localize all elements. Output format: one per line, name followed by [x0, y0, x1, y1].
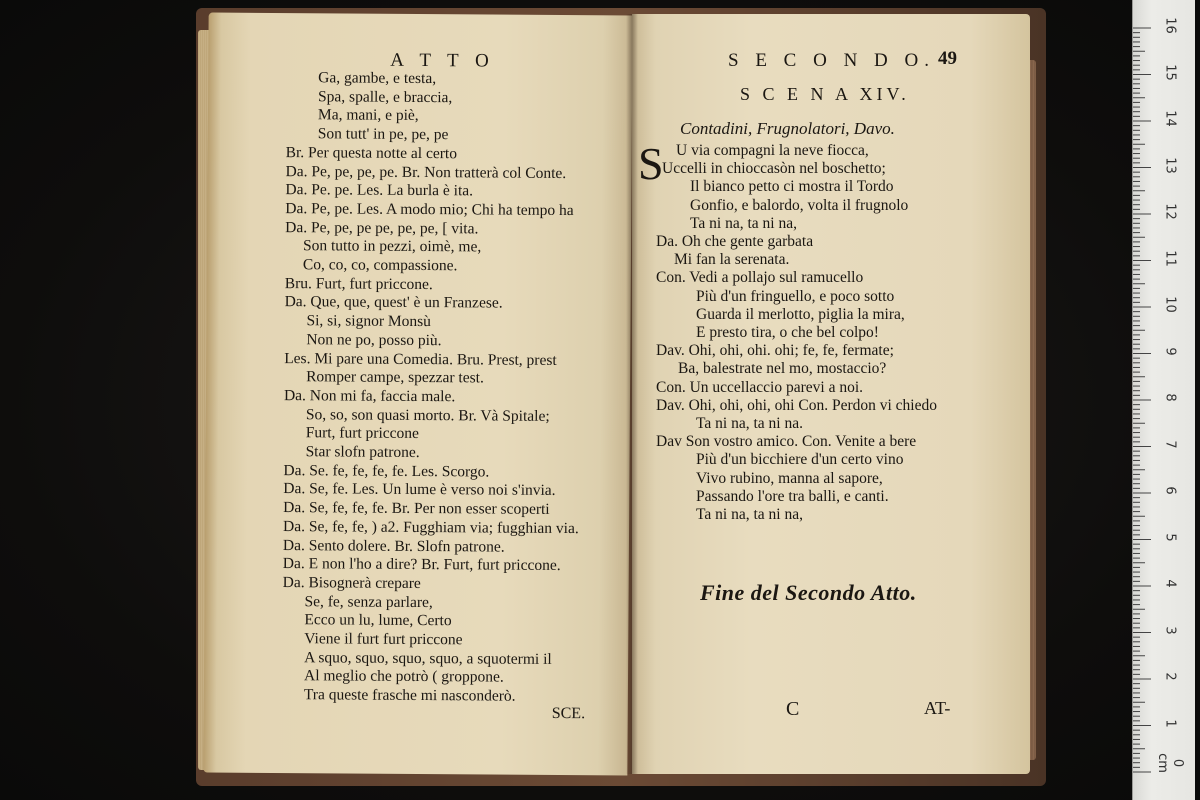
book-gutter — [626, 14, 638, 774]
page-number: 49 — [938, 48, 957, 69]
ruler-label: 3 — [1162, 625, 1178, 635]
ruler-label: 11 — [1162, 249, 1178, 267]
left-page-line: Da. Que, que, quest' è un Franzese. — [284, 293, 503, 312]
right-page-line: Dav. Ohi, ohi, ohi, ohi Con. Perdon vi chiedo — [656, 396, 937, 414]
ruler-label: 10 — [1162, 296, 1178, 313]
signature-mark: C — [786, 698, 800, 720]
left-page-line: Da. Se. fe, fe, fe, fe. Les. Scorgo. — [283, 461, 490, 481]
left-page-line: Les. Mi pare una Comedia. Bru. Prest, prest — [284, 349, 557, 369]
left-page-line: Da. Sento dolere. Br. Slofn patrone. — [282, 536, 505, 556]
right-page-line: E presto tira, o che bel colpo! — [696, 324, 879, 341]
right-page — [632, 14, 1030, 774]
left-page-line: Da. Bisognerà crepare — [282, 573, 421, 592]
left-page-line: Da. Pe. pe. Les. La burla è ita. — [285, 181, 474, 200]
right-page-line: Ta ni na, ta ni na, — [690, 214, 797, 232]
right-running-head: S E C O N D O. — [728, 50, 935, 71]
left-page-line: Da. Non mi fa, faccia male. — [283, 386, 456, 406]
right-page-line: Da. Oh che gente garbata — [656, 233, 814, 250]
character-list: Contadini, Frugnolatori, Davo. — [680, 119, 895, 138]
act-ending: Fine del Secondo Atto. — [700, 580, 917, 605]
right-page-line: U via compagni la neve fiocca, — [676, 142, 869, 159]
left-page-line: Da. Pe, pe, pe pe, pe, pe, [ vita. — [285, 218, 479, 238]
left-page-line: Son tutt' in pe, pe, pe — [317, 125, 449, 144]
left-page-line: Br. Per questa notte al certo — [285, 143, 458, 163]
right-page-line: Passando l'ore tra balli, e canti. — [696, 487, 889, 505]
right-page-line: Dav Son vostro amico. Con. Venite a bere — [656, 433, 917, 451]
right-page-line: Ta ni na, ta ni na. — [696, 415, 803, 432]
left-page-line: A squo, squo, squo, squo, a squotermi il — [304, 648, 552, 668]
left-page-line: Furt, furt priccone — [305, 424, 419, 443]
right-page-line: Dav. Ohi, ohi, ohi. ohi; fe, fe, fermate; — [656, 342, 894, 360]
left-page-line: Se, fe, senza parlare, — [304, 592, 433, 611]
right-catchword: AT- — [924, 698, 951, 718]
ruler-label: 15 — [1162, 63, 1178, 81]
ruler-label: 16 — [1162, 17, 1178, 34]
left-page-line: Romper campe, spezzar test. — [306, 368, 484, 387]
left-page-line: So, so, son quasi morto. Br. Và Spitale; — [305, 405, 550, 425]
left-catchword: SCE. — [551, 704, 586, 723]
right-page-line: Uccelli in chioccasòn nel boschetto; — [662, 160, 886, 178]
right-page-line: Mi fan la serenata. — [674, 251, 790, 269]
ruler-label: 0 cm — [1155, 753, 1185, 773]
ruler-label: 5 — [1162, 532, 1178, 542]
left-page-line: Spa, spalle, e braccia, — [318, 87, 453, 106]
left-page-line: Da. E non l'ho a dire? Br. Furt, furt priccone. — [282, 555, 561, 575]
left-page-line: Star slofn patrone. — [305, 443, 420, 462]
left-page — [203, 13, 632, 776]
left-page-line: Non ne po, posso più. — [306, 331, 442, 349]
right-page-line: Il bianco petto ci mostra il Tordo — [690, 178, 894, 196]
ruler-label: 12 — [1162, 203, 1178, 220]
left-page-line: Tra queste frasche mi nasconderò. — [303, 686, 516, 705]
ruler-label: 4 — [1162, 579, 1178, 588]
right-page-line: Con. Un uccellaccio parevi a noi. — [656, 378, 864, 396]
right-page-line: Vivo rubino, manna al sapore, — [696, 469, 883, 487]
ruler-label: 6 — [1162, 486, 1178, 495]
left-page-line: Ma, mani, e piè, — [317, 106, 419, 125]
drop-initial: S — [638, 138, 664, 189]
left-page-line: Da. Se, fe. Les. Un lume è verso noi s'invia. — [283, 480, 556, 500]
right-page-line: Gonfio, e balordo, volta il frugnolo — [690, 196, 909, 214]
left-page-line: Ga, gambe, e testa, — [318, 69, 437, 88]
right-page-line: Ta ni na, ta ni na, — [696, 506, 803, 523]
left-running-head: A T T O — [390, 49, 495, 72]
ruler-label: 9 — [1162, 346, 1178, 356]
ruler-label: 8 — [1162, 393, 1178, 402]
left-page-line: Son tutto in pezzi, oimè, me, — [302, 237, 482, 256]
left-page-line: Bru. Furt, furt priccone. — [284, 274, 433, 293]
right-page-line: Guarda il merlotto, piglia la mira, — [696, 305, 905, 323]
ruler-label: 1 — [1162, 718, 1178, 728]
ruler-label: 13 — [1162, 156, 1178, 174]
left-page-line: Da. Pe, pe, pe, pe. Br. Non tratterà col Conte. — [285, 162, 567, 182]
right-page-line: Più d'un bicchiere d'un certo vino — [696, 451, 904, 469]
right-page-line: Ba, balestrate nel mo, mostaccio? — [678, 360, 887, 378]
left-page-line: Da. Se, fe, fe, ) a2. Fugghiam via; fugghian via. — [283, 517, 579, 537]
measuring-ruler — [1132, 0, 1195, 800]
left-page-line: Da. Pe, pe. Les. A modo mio; Chi ha tempo ha — [285, 199, 574, 219]
right-page-line: Con. Vedi a pollajo sul ramucello — [656, 269, 864, 287]
ruler-label: 2 — [1162, 672, 1178, 681]
ruler-label: 14 — [1162, 110, 1178, 127]
left-page-line: Da. Se, fe, fe, fe. Br. Per non esser scoperti — [283, 499, 550, 519]
left-page-line: Co, co, co, compassione. — [302, 256, 458, 275]
scene-title: S C E N A XIV. — [740, 84, 910, 104]
left-page-line: Viene il furt furt priccone — [304, 630, 463, 649]
ruler-label: 7 — [1162, 439, 1178, 449]
left-page-line: Al meglio che potrò ( groppone. — [303, 667, 504, 686]
right-page-line: Più d'un fringuello, e poco sotto — [696, 287, 895, 305]
left-page-line: Si, si, signor Monsù — [306, 312, 432, 331]
left-page-line: Ecco un lu, lume, Certo — [304, 611, 452, 630]
